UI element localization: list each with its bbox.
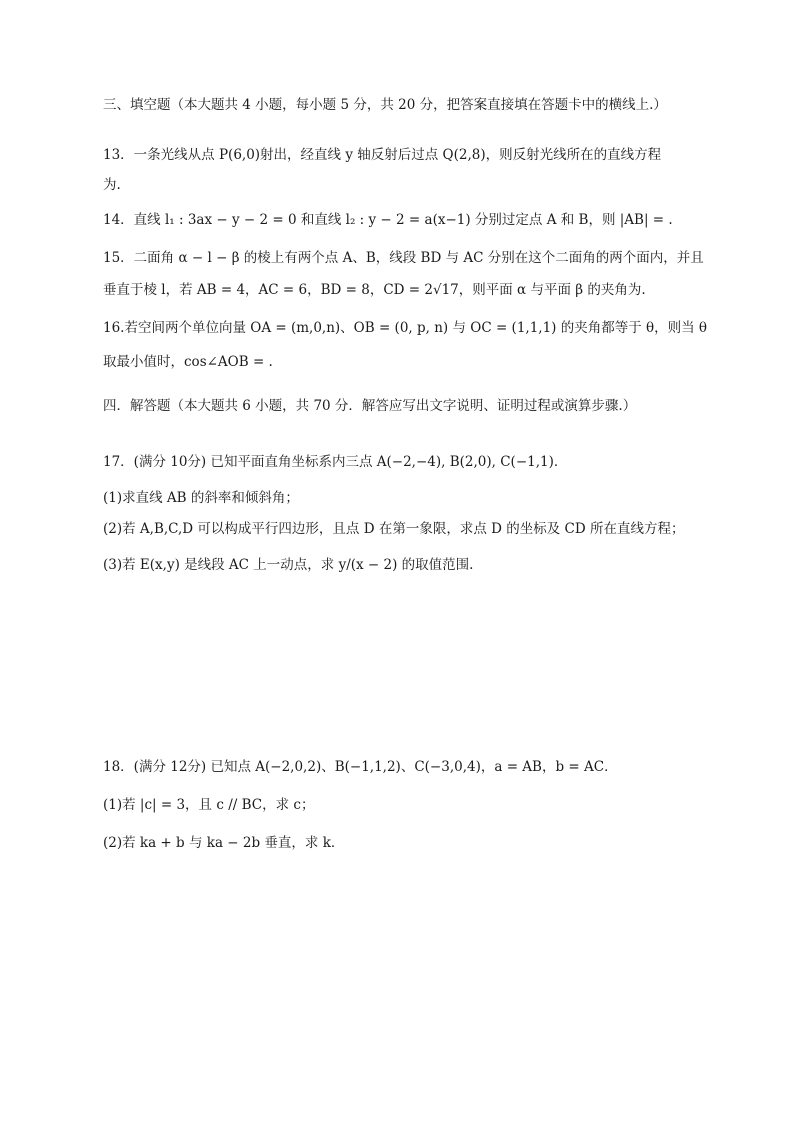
problem-18-stem: 18．(满分 12分) 已知点 A(−2,0,2)、B(−1,1,2)、C(−3,0,4)，a = AB，b = AC． bbox=[103, 759, 618, 775]
problem-17-part-2: (2)若 A,B,C,D 可以构成平行四边形，且点 D 在第一象限，求点 D 的坐标及 CD 所在直线方程； bbox=[103, 521, 685, 537]
problem-18-part-2: (2)若 ka + b 与 ka − 2b 垂直，求 k． bbox=[103, 835, 345, 851]
problem-15-line-2: 垂直于棱 l，若 AB = 4，AC = 6，BD = 8，CD = 2√17，则平面 α 与平面 β 的夹角为. bbox=[103, 282, 646, 298]
problem-18-part-1: (1)若 |c| = 3，且 c // BC，求 c； bbox=[103, 797, 315, 813]
section-fill-heading: 三、填空题（本大题共 4 小题，每小题 5 分，共 20 分，把答案直接填在答题卡中的横线上.） bbox=[103, 97, 667, 113]
problem-17-part-1: (1)求直线 AB 的斜率和倾斜角； bbox=[103, 490, 299, 506]
problem-13-line-2: 为. bbox=[103, 177, 121, 193]
problem-17-stem: 17．(满分 10分) 已知平面直角坐标系内三点 A(−2,−4), B(2,0), C(−1,1)． bbox=[103, 454, 568, 470]
problem-16-line-2: 取最小值时，cos∠AOB = . bbox=[103, 354, 273, 370]
problem-17-part-3: (3)若 E(x,y) 是线段 AC 上一动点，求 y/(x − 2) 的取值范围. bbox=[103, 557, 474, 573]
section-solve-heading: 四．解答题（本大题共 6 小题，共 70 分．解答应写出文字说明、证明过程或演算步骤.） bbox=[103, 398, 637, 414]
problem-15-line-1: 15．二面角 α − l − β 的棱上有两个点 A、B，线段 BD 与 AC 分别在这个二面角的两个面内，并且 bbox=[103, 250, 704, 266]
problem-14: 14．直线 l₁ : 3ax − y − 2 = 0 和直线 l₂ : y − 2 = a(x−1) 分别过定点 A 和 B，则 |AB| = . bbox=[103, 212, 673, 228]
problem-13-line-1: 13．一条光线从点 P(6,0)射出，经直线 y 轴反射后过点 Q(2,8)，则反射光线所在的直线方程 bbox=[103, 147, 662, 163]
problem-16-line-1: 16.若空间两个单位向量 OA = (m,0,n)、OB = (0, p, n) 与 OC = (1,1,1) 的夹角都等于 θ，则当 θ bbox=[103, 320, 708, 336]
